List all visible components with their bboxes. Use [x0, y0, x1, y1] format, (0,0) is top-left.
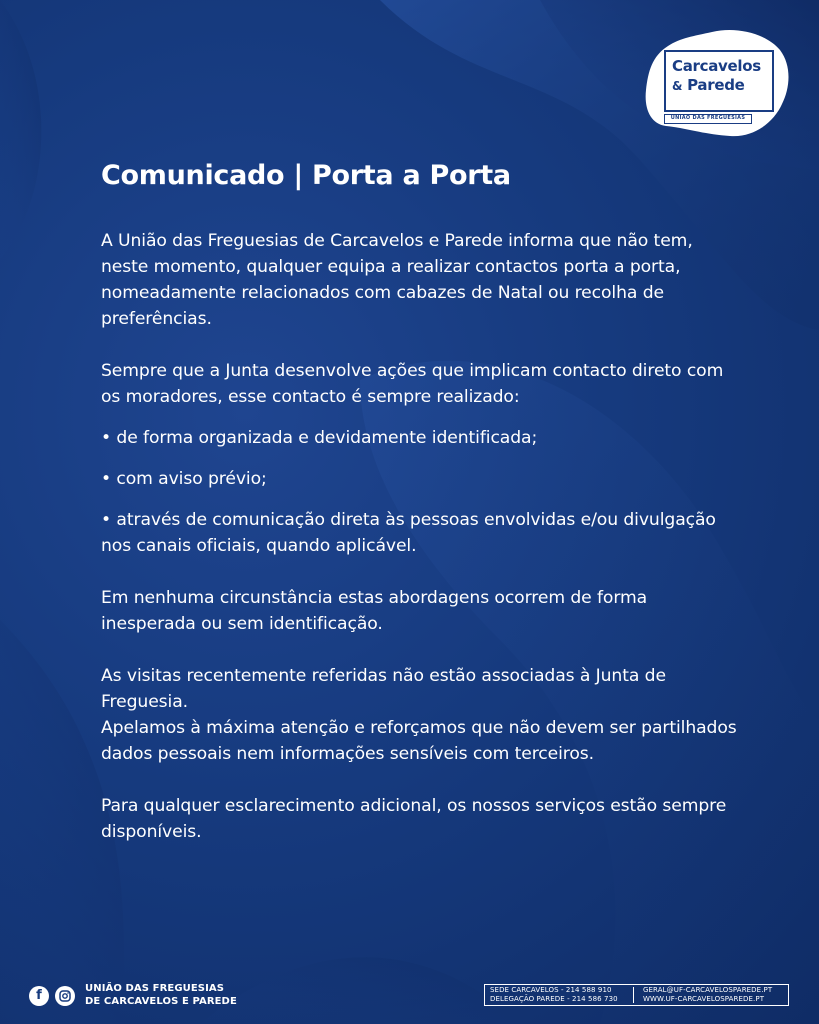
- logo-text-carcavelos: Carcavelos: [672, 57, 761, 75]
- footer-org-name: [85, 982, 237, 1008]
- paragraph-visits: As visitas recentemente referidas não estão associadas à Junta de Freguesia.: [101, 666, 666, 712]
- footer-contacts: [484, 984, 789, 1006]
- page-title: Comunicado | Porta a Porta: [101, 160, 511, 191]
- announcement-body: [101, 228, 741, 845]
- paragraph-services: Para qualquer esclarecimento adicional, os nossos serviços estão sempre disponíveis.: [101, 796, 727, 842]
- logo-ampersand: &: [672, 79, 683, 93]
- footer-org-line2: DE CARCAVELOS E PAREDE: [85, 996, 237, 1007]
- logo: [642, 28, 792, 140]
- email-link[interactable]: GERAL@UF-CARCAVELOSPAREDE.PT: [643, 986, 773, 994]
- footer-divider: [633, 987, 634, 1003]
- logo-parede-word: Parede: [687, 76, 745, 94]
- bullet-item: • com aviso prévio;: [101, 469, 267, 489]
- paragraph-intro: A União das Freguesias de Carcavelos e Parede informa que não tem, neste momento, qualquer equipa a realizar contactos porta a porta, nomeadamente relacionados com cabazes de Natal ou recolha de preferências.: [101, 231, 693, 329]
- phone-parede: DELEGAÇÃO PAREDE - 214 586 730: [490, 995, 618, 1003]
- footer-phones: [490, 986, 618, 1004]
- phone-carcavelos: SEDE CARCAVELOS - 214 588 910: [490, 986, 612, 994]
- logo-text-parede: [672, 76, 745, 94]
- bullet-item: • através de comunicação direta às pessoas envolvidas e/ou divulgação nos canais oficiais, quando aplicável.: [101, 510, 716, 556]
- paragraph-appeal: Apelamos à máxima atenção e reforçamos que não devem ser partilhados dados pessoais nem informações sensíveis com terceiros.: [101, 718, 737, 764]
- facebook-icon[interactable]: f: [29, 986, 49, 1006]
- logo-subtitle: UNIÃO DAS FREGUESIAS: [664, 114, 752, 124]
- footer-org-line1: UNIÃO DAS FREGUESIAS: [85, 983, 225, 994]
- footer-web: [643, 986, 772, 1004]
- logo-frame: [664, 50, 774, 112]
- paragraph-circumstance: Em nenhuma circunstância estas abordagens ocorrem de forma inesperada ou sem identificação.: [101, 588, 648, 634]
- bullet-item: • de forma organizada e devidamente identificada;: [101, 428, 538, 448]
- paragraph-contact: Sempre que a Junta desenvolve ações que implicam contacto direto com os moradores, esse contacto é sempre realizado:: [101, 361, 724, 407]
- instagram-icon[interactable]: [55, 986, 75, 1006]
- website-link[interactable]: WWW.UF-CARCAVELOSPAREDE.PT: [643, 995, 765, 1003]
